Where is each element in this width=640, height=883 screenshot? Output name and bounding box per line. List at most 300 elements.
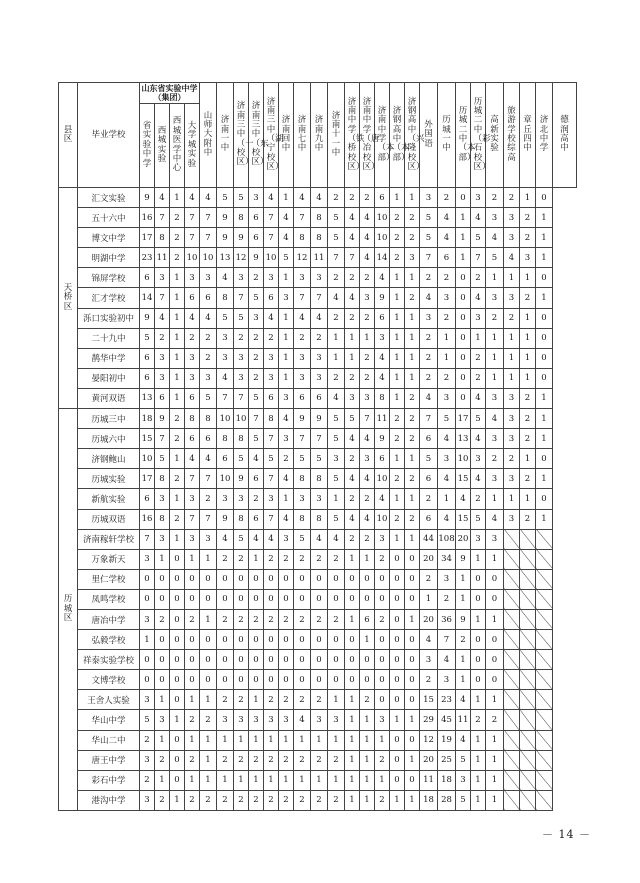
- quota-cell: 1: [328, 770, 345, 790]
- table-row: [59, 790, 577, 810]
- quota-cell: 0: [486, 630, 504, 650]
- quota-cell: 1: [185, 549, 200, 569]
- quota-cell: 11: [420, 770, 438, 790]
- quota-cell: 1: [520, 188, 536, 208]
- quota-cell: 1: [390, 529, 405, 549]
- quota-cell: 0: [486, 589, 504, 609]
- quota-cell: 0: [140, 569, 155, 589]
- table-row: [59, 549, 577, 569]
- table-row: [59, 248, 577, 268]
- quota-cell: 7: [345, 248, 360, 268]
- quota-cell: 5: [249, 429, 264, 449]
- quota-cell: 0: [279, 630, 294, 650]
- quota-cell: 1: [328, 348, 345, 368]
- quota-cell: 0: [390, 569, 405, 589]
- quota-cell: 6: [420, 509, 438, 529]
- quota-cell: 6: [140, 348, 155, 368]
- quota-cell: 0: [249, 589, 264, 609]
- school-name: 里仁学校: [78, 569, 140, 589]
- quota-cell: 3: [155, 268, 170, 288]
- quota-cell: 18: [438, 770, 456, 790]
- quota-cell: 11: [311, 248, 328, 268]
- quota-cell: 2: [504, 449, 520, 469]
- quota-cell: 0: [217, 650, 234, 670]
- quota-cell: 10: [217, 409, 234, 429]
- quota-cell: 1: [536, 388, 553, 408]
- quota-cell: 1: [345, 690, 360, 710]
- quota-cell: 1: [456, 589, 471, 609]
- quota-cell: 0: [170, 609, 185, 629]
- school-name: 港沟中学: [78, 790, 140, 810]
- header-school: 毕业学校: [78, 83, 140, 188]
- quota-cell: 3: [140, 549, 155, 569]
- quota-cell: 4: [360, 248, 375, 268]
- quota-cell: 0: [217, 630, 234, 650]
- quota-cell: 5: [420, 228, 438, 248]
- quota-cell: 3: [375, 328, 390, 348]
- quota-cell: 2: [264, 790, 279, 810]
- empty-slash-cell: [520, 730, 536, 750]
- quota-cell: 2: [279, 449, 294, 469]
- quota-cell: 7: [471, 248, 486, 268]
- quota-cell: 4: [375, 368, 390, 388]
- quota-cell: 0: [311, 589, 328, 609]
- quota-cell: 12: [294, 248, 311, 268]
- empty-slash-cell: [504, 589, 520, 609]
- quota-cell: 0: [249, 650, 264, 670]
- quota-cell: 4: [155, 188, 170, 208]
- school-name: 弘毅学校: [78, 630, 140, 650]
- quota-cell: 1: [536, 288, 553, 308]
- quota-cell: 8: [311, 228, 328, 248]
- quota-cell: 1: [294, 770, 311, 790]
- quota-cell: 0: [390, 690, 405, 710]
- quota-cell: 28: [438, 790, 456, 810]
- school-name: 华山中学: [78, 710, 140, 730]
- quota-cell: 4: [420, 388, 438, 408]
- quota-cell: 4: [155, 308, 170, 328]
- quota-cell: 3: [185, 268, 200, 288]
- quota-cell: 2: [200, 790, 217, 810]
- quota-cell: 2: [249, 609, 264, 629]
- quota-cell: 11: [456, 710, 471, 730]
- quota-cell: 25: [438, 750, 456, 770]
- quota-cell: 1: [390, 348, 405, 368]
- quota-cell: 0: [536, 308, 553, 328]
- quota-cell: 9: [375, 429, 390, 449]
- quota-cell: 2: [438, 188, 456, 208]
- quota-cell: 0: [155, 569, 170, 589]
- quota-cell: 2: [471, 489, 486, 509]
- quota-cell: 2: [234, 328, 249, 348]
- quota-cell: 7: [360, 409, 375, 429]
- quota-cell: 3: [504, 228, 520, 248]
- quota-cell: 12: [234, 248, 249, 268]
- quota-cell: 1: [200, 609, 217, 629]
- quota-cell: 20: [420, 750, 438, 770]
- quota-cell: 2: [405, 208, 420, 228]
- quota-cell: 2: [345, 308, 360, 328]
- quota-cell: 2: [249, 489, 264, 509]
- school-name: 历城六中: [78, 429, 140, 449]
- empty-slash-cell: [520, 710, 536, 730]
- quota-cell: 8: [311, 208, 328, 228]
- quota-cell: 0: [249, 630, 264, 650]
- empty-slash-cell: [520, 609, 536, 629]
- quota-cell: 1: [456, 569, 471, 589]
- quota-cell: 3: [328, 710, 345, 730]
- quota-cell: 4: [279, 208, 294, 228]
- quota-cell: 5: [328, 509, 345, 529]
- quota-cell: 4: [264, 308, 279, 328]
- quota-cell: 4: [375, 489, 390, 509]
- quota-cell: 1: [345, 549, 360, 569]
- quota-cell: 4: [360, 228, 375, 248]
- empty-slash-cell: [520, 670, 536, 690]
- quota-cell: 2: [375, 750, 390, 770]
- quota-cell: 3: [264, 710, 279, 730]
- quota-cell: 8: [294, 469, 311, 489]
- quota-cell: 1: [405, 750, 420, 770]
- quota-cell: 1: [405, 308, 420, 328]
- quota-cell: 4: [200, 308, 217, 328]
- empty-slash-cell: [536, 650, 553, 670]
- header-col: 济南十一中: [331, 110, 341, 159]
- table-row: [59, 208, 577, 228]
- quota-cell: 2: [405, 509, 420, 529]
- quota-cell: 2: [294, 790, 311, 810]
- empty-slash-cell: [504, 730, 520, 750]
- quota-cell: 1: [536, 248, 553, 268]
- quota-cell: 0: [536, 348, 553, 368]
- quota-cell: 0: [456, 348, 471, 368]
- quota-cell: 1: [360, 630, 375, 650]
- quota-cell: 0: [234, 589, 249, 609]
- quota-cell: 0: [170, 589, 185, 609]
- quota-cell: 2: [420, 328, 438, 348]
- quota-cell: 1: [405, 268, 420, 288]
- quota-cell: 2: [520, 208, 536, 228]
- quota-cell: 0: [471, 630, 486, 650]
- quota-cell: 2: [200, 348, 217, 368]
- quota-cell: 1: [536, 509, 553, 529]
- quota-cell: 15: [456, 509, 471, 529]
- quota-cell: 1: [170, 328, 185, 348]
- quota-cell: 0: [456, 288, 471, 308]
- quota-cell: 0: [311, 670, 328, 690]
- quota-cell: 3: [486, 388, 504, 408]
- header-col: 西城实验: [157, 125, 167, 164]
- quota-cell: 1: [185, 730, 200, 750]
- quota-cell: 3: [234, 268, 249, 288]
- quota-cell: 5: [328, 228, 345, 248]
- school-name: 历城实验: [78, 469, 140, 489]
- quota-cell: 10: [375, 208, 390, 228]
- quota-cell: 6: [311, 388, 328, 408]
- quota-cell: 3: [155, 710, 170, 730]
- quota-cell: 1: [234, 730, 249, 750]
- quota-cell: 1: [294, 730, 311, 750]
- quota-cell: 15: [456, 469, 471, 489]
- quota-cell: 4: [264, 529, 279, 549]
- quota-cell: 1: [405, 368, 420, 388]
- quota-cell: 3: [504, 429, 520, 449]
- quota-cell: 0: [264, 670, 279, 690]
- quota-cell: 5: [420, 449, 438, 469]
- quota-cell: 7: [264, 208, 279, 228]
- quota-cell: 4: [456, 690, 471, 710]
- table-row: [59, 710, 577, 730]
- table-row: [59, 228, 577, 248]
- quota-cell: 7: [264, 228, 279, 248]
- quota-cell: 0: [294, 630, 311, 650]
- quota-cell: 3: [279, 529, 294, 549]
- quota-cell: 3: [279, 710, 294, 730]
- school-name: 博文中学: [78, 228, 140, 248]
- quota-cell: 23: [140, 248, 155, 268]
- quota-cell: 3: [420, 188, 438, 208]
- quota-cell: 0: [200, 569, 217, 589]
- quota-cell: 3: [504, 409, 520, 429]
- table-row: [59, 770, 577, 790]
- quota-cell: 1: [185, 770, 200, 790]
- quota-cell: 1: [170, 710, 185, 730]
- quota-cell: 3: [140, 690, 155, 710]
- quota-cell: 15: [420, 690, 438, 710]
- quota-cell: 2: [328, 549, 345, 569]
- quota-cell: 1: [375, 730, 390, 750]
- quota-cell: 3: [471, 449, 486, 469]
- quota-cell: 2: [405, 409, 420, 429]
- header-col: 济南七中: [297, 115, 307, 154]
- table-row: [59, 750, 577, 770]
- quota-cell: 14: [375, 248, 390, 268]
- quota-cell: 1: [390, 790, 405, 810]
- quota-cell: 0: [249, 670, 264, 690]
- quota-cell: 0: [471, 589, 486, 609]
- quota-cell: 2: [520, 429, 536, 449]
- quota-cell: 6: [375, 308, 390, 328]
- school-name: 彩石中学: [78, 770, 140, 790]
- quota-cell: 1: [405, 489, 420, 509]
- quota-cell: 1: [279, 348, 294, 368]
- quota-cell: 1: [279, 308, 294, 328]
- quota-cell: 10: [234, 409, 249, 429]
- quota-cell: 2: [405, 228, 420, 248]
- quota-cell: 2: [311, 328, 328, 348]
- school-name: 鹊华中学: [78, 348, 140, 368]
- quota-cell: 3: [438, 670, 456, 690]
- quota-cell: 1: [360, 750, 375, 770]
- quota-cell: 2: [264, 549, 279, 569]
- quota-cell: 5: [420, 208, 438, 228]
- empty-slash-cell: [520, 569, 536, 589]
- quota-cell: 3: [486, 288, 504, 308]
- quota-cell: 6: [375, 188, 390, 208]
- quota-cell: 10: [185, 248, 200, 268]
- quota-cell: 1: [264, 770, 279, 790]
- school-name: 二十九中: [78, 328, 140, 348]
- quota-cell: 3: [294, 268, 311, 288]
- empty-slash-cell: [504, 790, 520, 810]
- quota-cell: 1: [360, 710, 375, 730]
- quota-cell: 0: [170, 670, 185, 690]
- quota-cell: 1: [486, 609, 504, 629]
- quota-cell: 1: [200, 549, 217, 569]
- quota-cell: 2: [264, 690, 279, 710]
- quota-cell: 0: [311, 650, 328, 670]
- quota-cell: 4: [328, 529, 345, 549]
- empty-slash-cell: [520, 770, 536, 790]
- quota-cell: 11: [375, 409, 390, 429]
- quota-cell: 3: [279, 288, 294, 308]
- quota-cell: 3: [294, 348, 311, 368]
- empty-slash-cell: [504, 569, 520, 589]
- quota-cell: 1: [345, 609, 360, 629]
- quota-cell: 1: [486, 770, 504, 790]
- quota-cell: 7: [185, 208, 200, 228]
- quota-cell: 1: [200, 730, 217, 750]
- quota-cell: 3: [438, 449, 456, 469]
- quota-cell: 1: [170, 790, 185, 810]
- quota-cell: 4: [345, 429, 360, 449]
- table-row: [59, 569, 577, 589]
- quota-cell: 36: [438, 609, 456, 629]
- table-body: [59, 188, 577, 811]
- quota-cell: 0: [185, 670, 200, 690]
- quota-cell: 1: [405, 348, 420, 368]
- quota-cell: 1: [536, 469, 553, 489]
- quota-cell: 2: [294, 690, 311, 710]
- quota-cell: 2: [217, 750, 234, 770]
- quota-cell: 6: [420, 469, 438, 489]
- quota-cell: 8: [264, 409, 279, 429]
- quota-cell: 9: [234, 228, 249, 248]
- quota-cell: 44: [420, 529, 438, 549]
- quota-cell: 3: [456, 770, 471, 790]
- quota-cell: 8: [234, 208, 249, 228]
- quota-cell: 2: [328, 790, 345, 810]
- quota-cell: 0: [345, 670, 360, 690]
- quota-cell: 5: [328, 208, 345, 228]
- quota-cell: 1: [328, 690, 345, 710]
- quota-cell: 13: [456, 429, 471, 449]
- quota-cell: 9: [217, 509, 234, 529]
- quota-cell: 2: [200, 710, 217, 730]
- table-row: [59, 469, 577, 489]
- quota-cell: 3: [264, 489, 279, 509]
- quota-cell: 0: [405, 549, 420, 569]
- quota-cell: 1: [200, 690, 217, 710]
- page-number: － 14 －: [542, 828, 591, 841]
- header-col: 历城一中: [442, 115, 451, 154]
- quota-cell: 6: [375, 449, 390, 469]
- header-col: 济钢高中（兴隆校区）: [407, 96, 425, 173]
- quota-cell: 1: [155, 770, 170, 790]
- quota-cell: 3: [185, 489, 200, 509]
- quota-cell: 7: [264, 469, 279, 489]
- quota-cell: 0: [200, 589, 217, 609]
- header-col: 济南中学（唐冶校区）: [362, 96, 380, 173]
- quota-cell: 1: [520, 308, 536, 328]
- quota-cell: 7: [438, 630, 456, 650]
- quota-cell: 7: [311, 429, 328, 449]
- table-row: [59, 429, 577, 449]
- quota-cell: 6: [217, 449, 234, 469]
- empty-slash-cell: [504, 630, 520, 650]
- quota-cell: 10: [375, 228, 390, 248]
- quota-cell: 1: [520, 449, 536, 469]
- quota-cell: 3: [264, 348, 279, 368]
- quota-cell: 3: [420, 308, 438, 328]
- table-row: [59, 388, 577, 408]
- quota-cell: 0: [264, 650, 279, 670]
- quota-cell: 2: [504, 188, 520, 208]
- quota-cell: 1: [170, 489, 185, 509]
- quota-cell: 1: [249, 770, 264, 790]
- quota-table: [58, 82, 577, 811]
- quota-cell: 6: [249, 469, 264, 489]
- table-row: [59, 730, 577, 750]
- quota-cell: 5: [438, 409, 456, 429]
- quota-cell: 2: [170, 469, 185, 489]
- quota-cell: 1: [264, 730, 279, 750]
- quota-cell: 0: [390, 670, 405, 690]
- quota-cell: 6: [140, 268, 155, 288]
- quota-cell: 5: [234, 188, 249, 208]
- quota-cell: 3: [345, 388, 360, 408]
- quota-cell: 2: [155, 609, 170, 629]
- quota-cell: 4: [438, 650, 456, 670]
- quota-cell: 0: [405, 690, 420, 710]
- quota-cell: 1: [360, 730, 375, 750]
- quota-cell: 5: [456, 790, 471, 810]
- quota-cell: 1: [140, 630, 155, 650]
- quota-cell: 12: [420, 730, 438, 750]
- table-row: [59, 489, 577, 509]
- quota-cell: 0: [345, 589, 360, 609]
- table-row: [59, 670, 577, 690]
- quota-cell: 3: [471, 308, 486, 328]
- quota-cell: 4: [360, 509, 375, 529]
- quota-cell: 5: [294, 529, 311, 549]
- quota-cell: 0: [405, 630, 420, 650]
- quota-cell: 6: [140, 489, 155, 509]
- quota-cell: 9: [140, 308, 155, 328]
- quota-cell: 2: [249, 790, 264, 810]
- quota-cell: 0: [140, 589, 155, 609]
- quota-cell: 3: [520, 248, 536, 268]
- quota-cell: 0: [311, 630, 328, 650]
- quota-cell: 2: [405, 388, 420, 408]
- quota-cell: 0: [471, 670, 486, 690]
- quota-cell: 4: [420, 630, 438, 650]
- quota-cell: 20: [420, 609, 438, 629]
- quota-cell: 3: [185, 529, 200, 549]
- quota-cell: 3: [486, 208, 504, 228]
- quota-cell: 10: [375, 509, 390, 529]
- quota-cell: 15: [140, 429, 155, 449]
- empty-slash-cell: [504, 549, 520, 569]
- quota-cell: 5: [217, 188, 234, 208]
- header-col: 西城医学中心: [172, 116, 182, 174]
- quota-cell: 1: [345, 328, 360, 348]
- quota-cell: 4: [360, 469, 375, 489]
- quota-cell: 0: [200, 670, 217, 690]
- quota-cell: 1: [504, 368, 520, 388]
- header-col: 省实验中学: [142, 121, 152, 169]
- quota-cell: 2: [234, 690, 249, 710]
